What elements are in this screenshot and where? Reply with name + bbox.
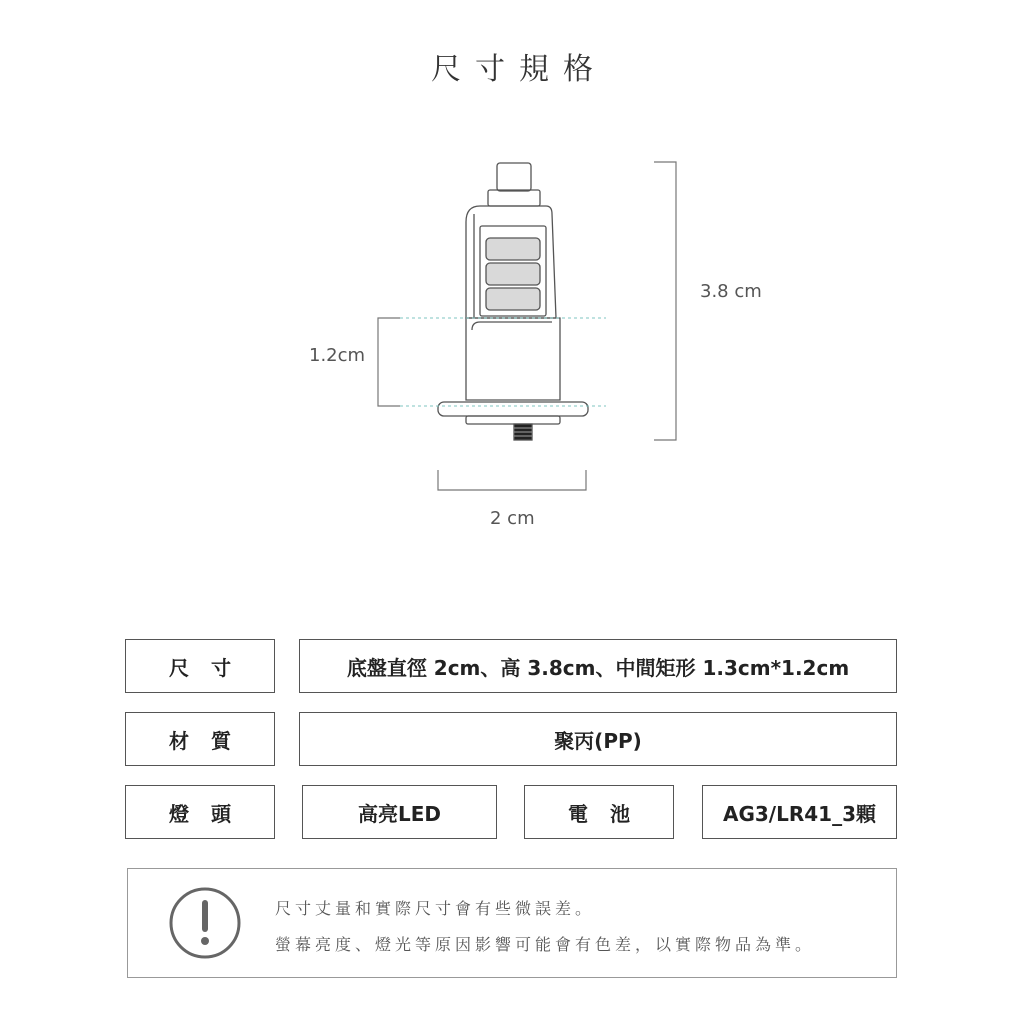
notice-line-1: 尺寸丈量和實際尺寸會有些微誤差。 <box>275 899 596 918</box>
total-height-bracket <box>654 162 676 440</box>
spec-value-material: 聚丙(PP) <box>299 712 897 766</box>
notice-box <box>127 868 897 978</box>
exclamation-icon <box>168 886 242 960</box>
led-segment-2 <box>486 263 540 285</box>
led-light-drawing <box>438 163 588 440</box>
middle-height-label: 1.2cm <box>309 345 366 366</box>
middle-body <box>466 318 560 400</box>
spec-label-battery: 電池 <box>524 785 674 839</box>
led-segment-3 <box>486 288 540 310</box>
notice-line-2: 螢幕亮度、燈光等原因影響可能會有色差，以實際物品為準。 <box>275 935 816 954</box>
cap-collar <box>488 190 540 206</box>
spec-value-battery: AG3/LR41_3顆 <box>702 785 897 839</box>
width-label: 2 cm <box>490 508 535 529</box>
page-title: 尺寸規格 <box>431 52 607 87</box>
width-bracket <box>438 470 586 490</box>
middle-height-bracket <box>378 318 400 406</box>
middle-body-shoulder <box>472 322 552 330</box>
top-cap <box>497 163 531 191</box>
spec-value-lamp: 高亮LED <box>302 785 497 839</box>
spec-label-material: 材質 <box>125 712 275 766</box>
spec-label-size: 尺寸 <box>125 639 275 693</box>
spec-label-lamp: 燈頭 <box>125 785 275 839</box>
led-segment-1 <box>486 238 540 260</box>
base-rim <box>466 416 560 424</box>
base-plate <box>438 402 588 416</box>
spec-value-size: 底盤直徑 2cm、高 3.8cm、中間矩形 1.3cm*1.2cm <box>299 639 897 693</box>
height-label: 3.8 cm <box>700 281 762 302</box>
